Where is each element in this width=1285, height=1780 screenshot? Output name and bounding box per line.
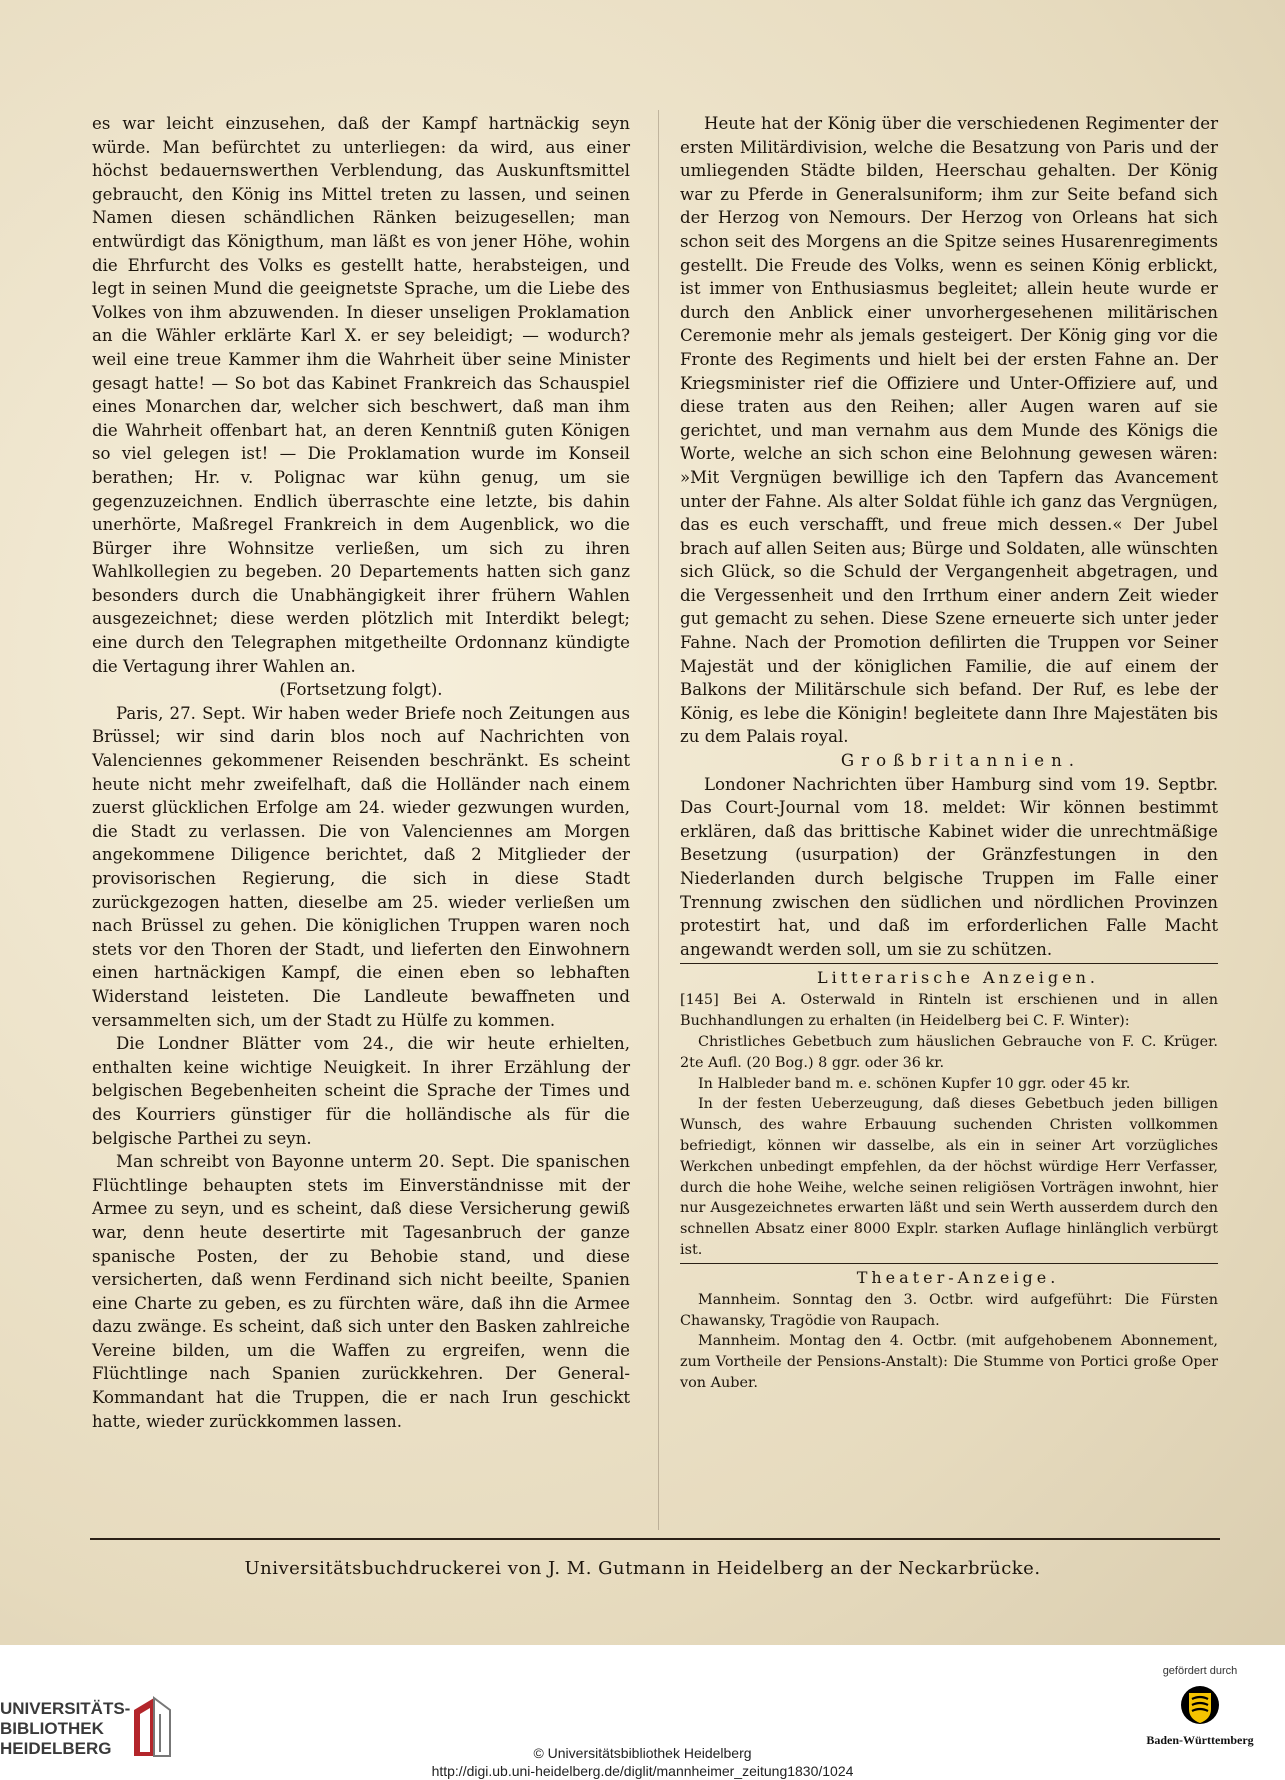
bayonne-report: Man schreibt von Bayonne unterm 20. Sept. Die spanischen Flüchtlinge behaupten stets im Einverständnisse mit der Armee zu seyn, und es scheint, daß diese Versicherung gewiß war, denn heute desertirte mit Tagesanbruch der ganze spanische Posten, der zu Behobie stand, und diese versicherten, daß wenn Ferdinand sich nicht beeilte, Spanien eine Charte zu geben, es zu fürchten wäre, daß ihn die Armee dazu zwänge. Es scheint, daß sich unter den Basken zahlreiche Vereine bilden, um die Waffen zu ergreifen, wenn die Flüchtlinge nach Spanien zurückkehren. Der General-Kommandant hat die Truppen, die er nach Irun geschickt hatte, wieder zurückkommen lassen. (92, 1152, 630, 1431)
london-papers-report: Die Londner Blätter vom 24., die wir heute erhielten, enthalten keine wichtige Neuigkeit. In ihrer Erzählung der belgischen Begebenheiten scheint die Sprache der Times und des Kourriers günstiger für die holländische als für die belgische Parthei zu seyn. (92, 1034, 630, 1148)
library-name-line: BIBLIOTHEK (0, 1719, 104, 1738)
sponsor-state-name: Baden-Württemberg (1146, 1733, 1254, 1747)
theater-heading: Theater-Anzeige. (856, 1267, 1060, 1287)
literary-text: In der festen Ueberzeugung, daß dieses Gebetbuch jeden billigen Wunsch, des wahre Erbauung suchenden Christen vollkommen befriedigt, können wir dasselbe, als ein in seiner Art vorzügliches Werkchen unbedingt empfehlen, da der höchst würdige Herr Verfasser, durch die hohe Weihe, welche seinen religiösen Vorträgen inwohnt, hier nur Ausgezeichnetes erwarten läßt und sein Werth ausserdem durch den schnellen Absatz einer 8000 Explr. starken Auflage hinlänglich verbürgt ist. (680, 1096, 1218, 1258)
sponsor-block[interactable] (1125, 1665, 1275, 1748)
printer-imprint: Universitätsbuchdruckerei von J. M. Gutmann in Heidelberg an der Neckarbrücke. (244, 1558, 1041, 1579)
literary-intro: [145] Bei A. Osterwald in Rinteln ist erschienen und in allen Buchhandlungen zu erhalten (in Heidelberg bei C. F. Winter): (680, 992, 1218, 1030)
theater-entry: Mannheim. Montag den 4. Octbr. (mit aufgehobenem Abonnement, zum Vortheile der Pensions-Anstalt): Die Stumme von Portici große Oper von Auber. (680, 1333, 1218, 1391)
article-paragraph: es war leicht einzusehen, daß der Kampf hartnäckig seyn würde. Man befürchtet zu unterliegen: da wird, aus einer höchst bedauernswerthen Verblendung, das Auskunftsmittel gebraucht, den König ins Mittel treten zu lassen, und seinen Namen diesen schändlichen Ränken beizugesellen; man entwürdigt das Königthum, man läßt es von jener Höhe, wohin die Ehrfurcht des Volks es gestellt hatte, herabsteigen, und legt in seinen Mund die geeignetste Sprache, um die Liebe des Volkes von ihm abzuwenden. In dieser unseligen Proklamation an die Wähler erklärte Karl X. er sey beleidigt; — wodurch? weil eine treue Kammer ihm die Wahrheit über seine Minister gesagt hatte! — So bot das Kabinet Frankreich das Schauspiel eines Monarchen dar, welcher sich beschwert, daß man ihm die Wahrheit offenbart hat, an deren Kenntniß guten Königen so viel gelegen ist! — Die Proklamation wurde im Konseil berathen; Hr. v. Polignac war kühn genug, um sie gegenzuzeichnen. Endlich überraschte eine letzte, bis dahin unerhörte, Maßregel Frankreich in dem Augenblick, wo die Bürger ihre Wohnsitze verließen, um sich zu ihren Wahlkollegien zu begeben. 20 Departements hatten sich ganz besonders durch die Unabhängigkeit ihrer frühern Wahlen ausgezeichnet; diese werden plötzlich mit Interdikt belegt; eine durch den Telegraphen mitgetheilte Ordonnanz kündigte die Vertagung ihrer Wahlen an. (92, 114, 630, 676)
literary-binding: In Halbleder band m. e. schönen Kupfer 10 ggr. oder 45 kr. (698, 1075, 1131, 1092)
britain-report: Londoner Nachrichten über Hamburg sind vom 19. Septbr. Das Court-Journal vom 18. meldet: Wir können bestimmt erklären, daß das brittische Kabinet wider die unrechtmäßige Besetzung (usurpation) der Gränzfestungen in den Niederlanden durch belgische Truppen im Falle einer Trennung zwischen den südlichen und nördlichen Provinzen protestirt hat, und daß im erforderlichen Falle Macht angewandt werden soll, um sie zu schützen. (680, 774, 1218, 959)
column-divider (658, 110, 659, 1530)
bottom-rule (90, 1538, 1220, 1540)
continuation-note: (Fortsetzung folgt). (279, 680, 443, 700)
left-column (92, 112, 630, 1433)
literary-heading: Litterarische Anzeigen. (816, 968, 1100, 988)
copyright-notice: © Universitätsbibliothek Heidelberg (533, 1745, 752, 1761)
library-name-line: HEIDELBERG (0, 1739, 112, 1758)
paris-report: Paris, 27. Sept. Wir haben weder Briefe noch Zeitungen aus Brüssel; wir sind darin blos noch auf Nachrichten von Valenciennes gekommener Reisenden beschränkt. Es scheint heute nicht mehr zweifelhaft, daß die Holländer nach einem zuerst glücklichen Erfolge am 24. wieder gezwungen wurden, die Stadt zu verlassen. Die von Valenciennes am Morgen angekommene Diligence berichtet, daß 2 Mitglieder der provisorischen Regierung, die sich in diese Stadt zurückgezogen hatten, dieselbe am 25. wieder verließen um nach Brüssel zu gehen. Die königlichen Truppen waren noch stets vor den Thoren der Stadt, und lieferten den Einwohnern einen hartnäckigen Kampf, die einen eben so lebhaften Widerstand leisteten. Die Landleute bewaffneten und versammelten sich, um der Stadt zu Hülfe zu kommen. (92, 703, 630, 1030)
viewer-footer (0, 1645, 1285, 1780)
section-rule (680, 1263, 1218, 1264)
theater-entry: Mannheim. Sonntag den 3. Octbr. wird aufgeführt: Die Fürsten Chawansky, Tragödie von Raupach. (680, 1291, 1218, 1329)
review-report: Heute hat der König über die verschiedenen Regimenter der ersten Militärdivision, welche die Besatzung von Paris und der umliegenden Städte bilden, Heerschau gehalten. Der König war zu Pferde in Generalsuniform; ihm zur Seite befand sich der Herzog von Nemours. Der Herzog von Orleans hat sich schon seit des Morgens an die Spitze seines Husarenregiments gestellt. Die Freude des Volks, wenn es seinen König erblickt, ist immer von Enthusiasmus begleitet; allein heute wurde er durch den Anblick einer unvorhergesehenen militärischen Ceremonie mehr als jemals gesteigert. Der König ging vor die Fronte des Regiments und hielt bei der ersten Fahne an. Der Kriegsminister rief die Offiziere und Unter-Offiziere auf, und diese traten aus den Reihen; aller Augen waren auf sie gerichtet, und man vernahm aus dem Munde des Königs die Worte, welche an sich schon eine Belohnung gewesen wären: »Mit Vergnügen bewillige ich den Tapfern das Avancement unter der Fahne. Als alter Soldat fühle ich ganz das Vergnügen, das es euch verschafft, und freue mich dessen.« Der Jubel brach auf allen Seiten aus; Bürge und Soldaten, alle wünschten sich Glück, so die Schuld der Vergangenheit abgetragen, und die Vergessenheit und den Irrthum einer andern Zeit wieder gut gemacht zu sehen. Diese Szene erneuerte sich unter jeder Fahne. Nach der Promotion defilirten die Truppen vor Seiner Majestät und der königlichen Familie, die auf einem der Balkons der Militärschule sich befand. Der Ruf, es lebe der König, es lebe die Königin! begleitete dann Ihre Majestäten bis zu dem Palais royal. (680, 114, 1218, 747)
permalink-url[interactable]: http://digi.ub.uni-heidelberg.de/diglit/mannheimer_zeitung1830/1024 (431, 1763, 854, 1779)
baden-wuerttemberg-crest-icon (1178, 1683, 1222, 1729)
sponsor-label: gefördert durch (1162, 1665, 1238, 1677)
britain-heading: Großbritannien. (840, 751, 1082, 771)
library-name-line: UNIVERSITÄTS- (0, 1699, 131, 1718)
literary-title: Christliches Gebetbuch zum häuslichen Gebrauche von F. C. Krüger. 2te Aufl. (20 Bog.) 8 ggr. oder 36 kr. (680, 1033, 1218, 1071)
section-rule (680, 963, 1218, 964)
right-column (680, 112, 1218, 1394)
literary-announcements (680, 966, 1218, 1393)
